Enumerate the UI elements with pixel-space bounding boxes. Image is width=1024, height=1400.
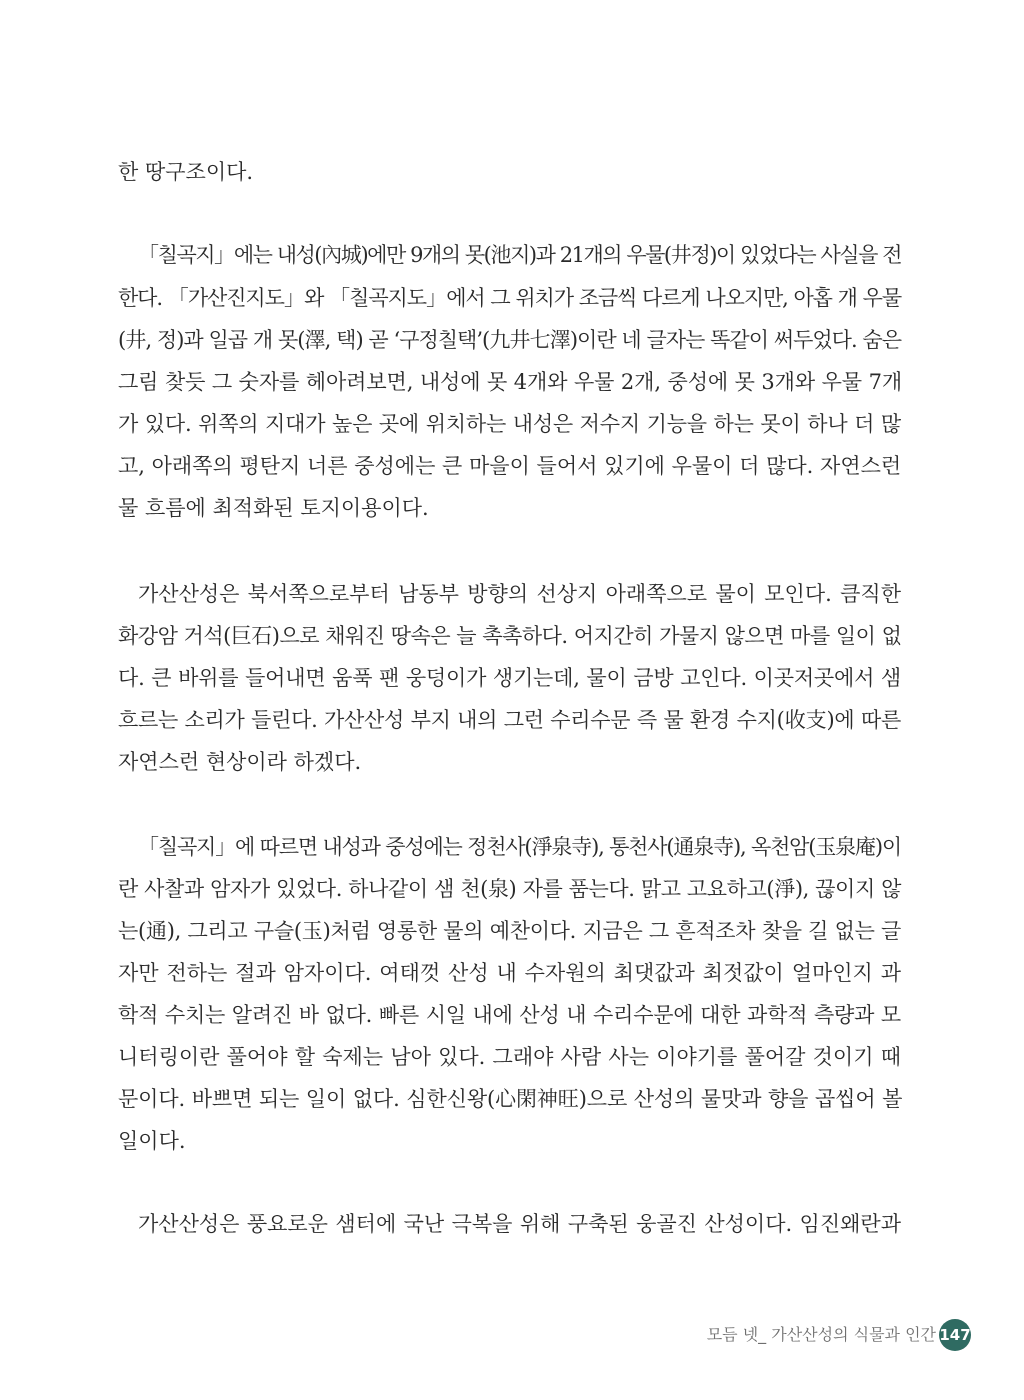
text-line: 란 사찰과 암자가 있었다. 하나같이 샘 천(泉) 자를 품는다. 맑고 고요하고(淨), 끊이지 않 — [118, 877, 901, 901]
text-line: 문이다. 바쁘면 되는 일이 없다. 심한신왕(心閑神旺)으로 산성의 물맛과 향을 곱씹어 볼 — [118, 1087, 903, 1111]
text-line: 자만 전하는 절과 암자이다. 여태껏 산성 내 수자원의 최댓값과 최젓값이 얼마인지 과 — [118, 961, 901, 985]
text-line: 니터링이란 풀어야 할 숙제는 남아 있다. 그래야 사람 사는 이야기를 풀어갈 것이기 때 — [118, 1045, 901, 1069]
text-line: 물 흐름에 최적화된 토지이용이다. — [118, 496, 429, 520]
text-line: 「칠곡지」에는 내성(內城)에만 9개의 못(池지)과 21개의 우물(井정)이 있었다는 사실을 전 — [138, 243, 901, 267]
text-line: 화강암 거석(巨石)으로 채워진 땅속은 늘 촉촉하다. 어지간히 가물지 않으면 마를 일이 없 — [118, 624, 902, 648]
text-line: 가산산성은 풍요로운 샘터에 국난 극복을 위해 구축된 웅골진 산성이다. 임진왜란과 — [138, 1212, 901, 1236]
text-line: 그림 찾듯 그 숫자를 헤아려보면, 내성에 못 4개와 우물 2개, 중성에 못 3개와 우물 7개 — [118, 370, 903, 394]
text-line: 학적 수치는 알려진 바 없다. 빠른 시일 내에 산성 내 수리수문에 대한 과학적 측량과 모 — [118, 1003, 901, 1027]
text-line: 「칠곡지」에 따르면 내성과 중성에는 정천사(淨泉寺), 통천사(通泉寺), 옥천암(玉泉庵)이 — [138, 835, 901, 859]
text-line: 한 땅구조이다. — [118, 160, 254, 184]
page-number-badge: 147 — [939, 1319, 971, 1351]
text-line: 일이다. — [118, 1129, 186, 1153]
text-line: (井, 정)과 일곱 개 못(澤, 택) 곧 ‘구정칠택’(九井七澤)이란 네 글자는 똑같이 써두었다. 숨은 — [118, 328, 901, 352]
text-line: 는(通), 그리고 구슬(玉)처럼 영롱한 물의 예찬이다. 지금은 그 흔적조차 찾을 길 없는 글 — [118, 919, 901, 943]
running-title: 모듬 넷_ 가산산성의 식물과 인간 — [706, 1325, 936, 1344]
text-line: 가 있다. 위쪽의 지대가 높은 곳에 위치하는 내성은 저수지 기능을 하는 못이 하나 더 많 — [118, 412, 901, 436]
text-line: 고, 아래쪽의 평탄지 너른 중성에는 큰 마을이 들어서 있기에 우물이 더 많다. 자연스런 — [118, 454, 902, 478]
text-line: 한다. 「가산진지도」와 「칠곡지도」에서 그 위치가 조금씩 다르게 나오지만, 아홉 개 우물 — [118, 286, 901, 310]
text-line: 자연스런 현상이라 하겠다. — [118, 750, 362, 774]
text-line: 가산산성은 북서쪽으로부터 남동부 방향의 선상지 아래쪽으로 물이 모인다. 큼직한 — [138, 582, 901, 606]
text-line: 흐르는 소리가 들린다. 가산산성 부지 내의 그런 수리수문 즉 물 환경 수지(收支)에 따른 — [118, 708, 901, 732]
text-line: 다. 큰 바위를 들어내면 움푹 팬 웅덩이가 생기는데, 물이 금방 고인다. 이곳저곳에서 샘 — [118, 666, 901, 690]
